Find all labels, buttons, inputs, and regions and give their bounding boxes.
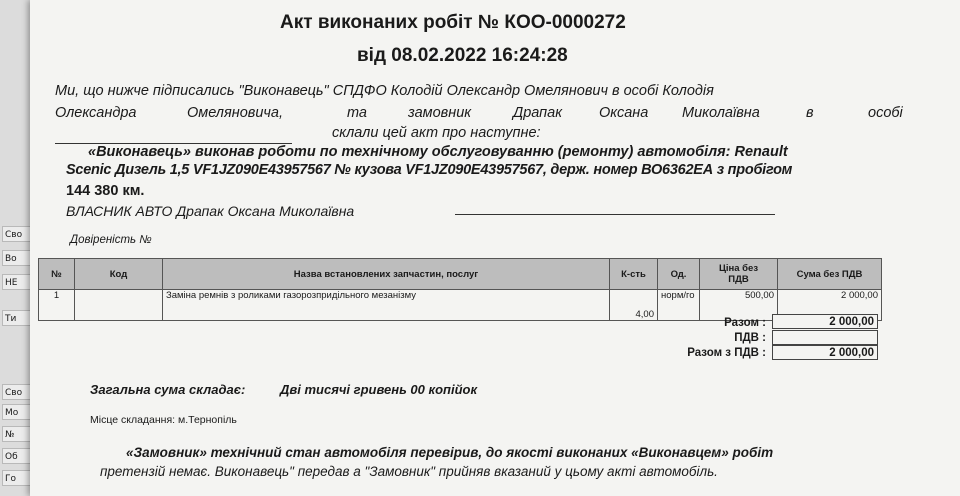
header-code: Код: [75, 259, 163, 290]
cell-qty: 4,00: [610, 290, 658, 321]
intro-word: особі: [868, 105, 903, 121]
intro-word: Оксана: [599, 105, 649, 121]
vat-value: [772, 330, 878, 345]
closing-line-2: претензій немає. Виконавець" передав а "Замовник" прийняв вказаний у цьому акті автомобіль.: [100, 464, 718, 479]
intro-word: замовник: [408, 105, 472, 121]
total-label: Разом з ПДВ :: [687, 347, 766, 359]
sidebar-tab[interactable]: Об: [2, 448, 42, 464]
cell-sum: 2 000,00: [778, 290, 882, 321]
work-line-3: 144 380 км.: [66, 183, 145, 199]
summary-label: Загальна сума складає:: [90, 382, 246, 397]
place-of-issue: Місце складання: м.Тернопіль: [90, 414, 237, 426]
sidebar-tab[interactable]: Сво: [2, 226, 42, 242]
work-line-1: «Виконавець» виконав роботи по технічному обслуговуванню (ремонту) автомобіля: Renault: [88, 144, 788, 160]
work-line-2: Scenic Дизель 1,5 VF1JZ090E43957567 № кузова VF1JZ090E43957567, держ. номер ВО6362ЕА з пробігом: [66, 162, 793, 178]
document-date: від 08.02.2022 16:24:28: [357, 45, 568, 66]
cell-num: 1: [39, 290, 75, 321]
proxy-line: Довіреність №: [70, 234, 152, 246]
table-row: [39, 290, 882, 321]
sidebar-tab[interactable]: Ти: [2, 310, 42, 326]
header-num: №: [39, 259, 75, 290]
owner-signature-line: [455, 214, 775, 215]
sidebar-tab[interactable]: НЕ: [2, 274, 42, 290]
subtotal-value: 2 000,00: [772, 314, 878, 329]
header-price: [700, 259, 778, 290]
document-title: Акт виконаних робіт № КОО-0000272: [280, 12, 626, 33]
cell-price: 500,00: [700, 290, 778, 321]
intro-line-3: склали цей акт про наступне:: [332, 125, 541, 141]
intro-word: в: [806, 105, 814, 121]
cell-unit: норм/го: [658, 290, 700, 321]
closing-line-1: «Замовник» технічний стан автомобіля перевірив, до якості виконаних «Виконавцем» робіт: [126, 445, 774, 460]
summary-value: Дві тисячі гривень 00 копійок: [280, 382, 478, 397]
intro-word: Миколаївна: [682, 105, 760, 121]
header-price-line: Ціна без: [718, 263, 759, 274]
intro-word: Драпак: [513, 105, 563, 121]
sidebar-tab[interactable]: Го: [2, 470, 42, 486]
document-page: [30, 0, 960, 496]
total-value: 2 000,00: [772, 345, 878, 360]
sidebar-tab[interactable]: №: [2, 426, 42, 442]
sidebar-tab[interactable]: Сво: [2, 384, 42, 400]
intro-word: Олександра: [55, 105, 137, 121]
sidebar-tab[interactable]: Мо: [2, 404, 42, 420]
header-price-line: ПДВ: [728, 274, 749, 285]
sidebar-tab[interactable]: Во: [2, 250, 42, 266]
owner-line: ВЛАСНИК АВТО Драпак Оксана Миколаївна: [66, 203, 355, 219]
header-qty: К-сть: [610, 259, 658, 290]
header-unit: Од.: [658, 259, 700, 290]
intro-word: Омеляновича,: [187, 105, 283, 121]
items-table: [38, 258, 882, 321]
cell-code: [75, 290, 163, 321]
header-sum: Сума без ПДВ: [778, 259, 882, 290]
vat-label: ПДВ :: [734, 332, 766, 344]
table-header-row: [39, 259, 882, 290]
cell-name: Заміна ремнів з роликами газорозпридільного мезанізму: [163, 290, 610, 321]
intro-line-1: Ми, що нижче підписались "Виконавець" СПДФО Колодій Олександр Омелянович в особі Колодія: [55, 83, 714, 99]
header-name: Назва встановлених запчастин, послуг: [163, 259, 610, 290]
subtotal-label: Разом :: [724, 317, 766, 329]
intro-word: та: [347, 105, 367, 121]
